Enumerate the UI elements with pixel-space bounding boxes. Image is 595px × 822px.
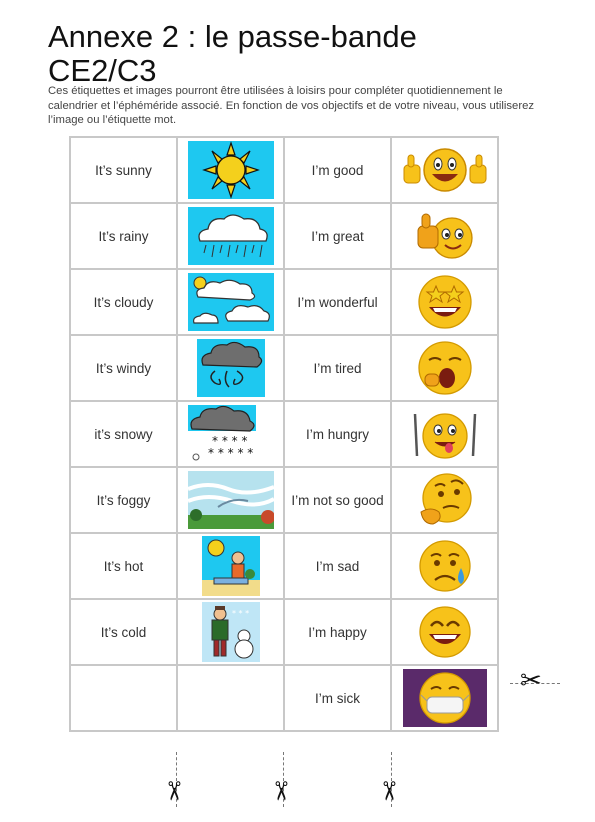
mood-label: I’m sad [284, 533, 391, 599]
weather-image [177, 401, 284, 467]
yawning-emoji-icon [417, 340, 473, 396]
rain-cloud-icon [188, 207, 274, 265]
table-row [70, 401, 498, 467]
table-row [70, 533, 498, 599]
weather-image [177, 269, 284, 335]
mood-label: I’m not so good [284, 467, 391, 533]
wind-cloud-icon [197, 339, 265, 397]
mood-image [391, 599, 498, 665]
scissors-icon: ✂ [157, 780, 188, 802]
mood-label: I’m tired [284, 335, 391, 401]
weather-image [177, 335, 284, 401]
svg-text:* * * *: * * * * [211, 434, 247, 448]
weather-image [177, 599, 284, 665]
cold-weather-icon [202, 602, 260, 662]
title-line-2: CE2/C3 [48, 53, 157, 88]
sad-emoji-icon [417, 538, 473, 594]
scissors-icon: ✂ [264, 780, 295, 802]
table-row [70, 467, 498, 533]
mood-label: I’m good [284, 137, 391, 203]
table-row [70, 335, 498, 401]
table-row [70, 599, 498, 665]
snow-cloud-icon [188, 405, 274, 463]
title-line-1: Annexe 2 : le passe-bande [48, 19, 417, 54]
cards-table [69, 136, 499, 732]
scissors-icon: ✂ [520, 666, 542, 696]
svg-text:* * * * *: * * * * * [207, 446, 253, 460]
mood-image [391, 203, 498, 269]
svg-text:* * *: * * * [231, 609, 249, 618]
mood-image [391, 665, 498, 731]
mood-image [391, 137, 498, 203]
weather-image [177, 665, 284, 731]
hungry-emoji-icon [409, 406, 481, 462]
hot-weather-icon [202, 536, 260, 596]
sick-mask-emoji-icon [403, 669, 487, 727]
mood-image [391, 401, 498, 467]
happy-emoji-icon [417, 604, 473, 660]
page-title [48, 20, 417, 88]
mood-label: I’m sick [284, 665, 391, 731]
table-row [70, 137, 498, 203]
weather-image [177, 203, 284, 269]
thumbs-up-smiley-icon [400, 145, 490, 195]
clouds-icon [188, 273, 274, 331]
weather-label: It’s cloudy [70, 269, 177, 335]
weather-label [70, 665, 177, 731]
mood-image [391, 335, 498, 401]
table-row [70, 269, 498, 335]
weather-label: it’s snowy [70, 401, 177, 467]
mood-label: I’m great [284, 203, 391, 269]
mood-image [391, 533, 498, 599]
weather-label: It’s windy [70, 335, 177, 401]
weather-label: It’s hot [70, 533, 177, 599]
intro-text: Ces étiquettes et images pourront être utilisées à loisirs pour compléter quotidiennement le calendrier et l’éphéméride associé. En fonction de vos objectifs et de votre niveau, vous utiliserez l’image ou l’étiquette mot. [48, 85, 535, 126]
weather-label: It’s foggy [70, 467, 177, 533]
star-eyes-emoji-icon [417, 274, 473, 330]
weather-label: It’s cold [70, 599, 177, 665]
mood-image [391, 467, 498, 533]
table-row [70, 665, 498, 731]
sun-icon [188, 141, 274, 199]
fog-icon [188, 471, 274, 529]
thinking-emoji-icon [417, 472, 473, 528]
mood-label: I’m hungry [284, 401, 391, 467]
weather-image [177, 533, 284, 599]
mood-image [391, 269, 498, 335]
mood-label: I’m happy [284, 599, 391, 665]
mood-label: I’m wonderful [284, 269, 391, 335]
weather-label: It’s rainy [70, 203, 177, 269]
thumbs-up-emoji-icon [410, 208, 480, 264]
weather-image [177, 137, 284, 203]
weather-image [177, 467, 284, 533]
weather-label: It’s sunny [70, 137, 177, 203]
scissors-icon: ✂ [372, 780, 403, 802]
table-row [70, 203, 498, 269]
